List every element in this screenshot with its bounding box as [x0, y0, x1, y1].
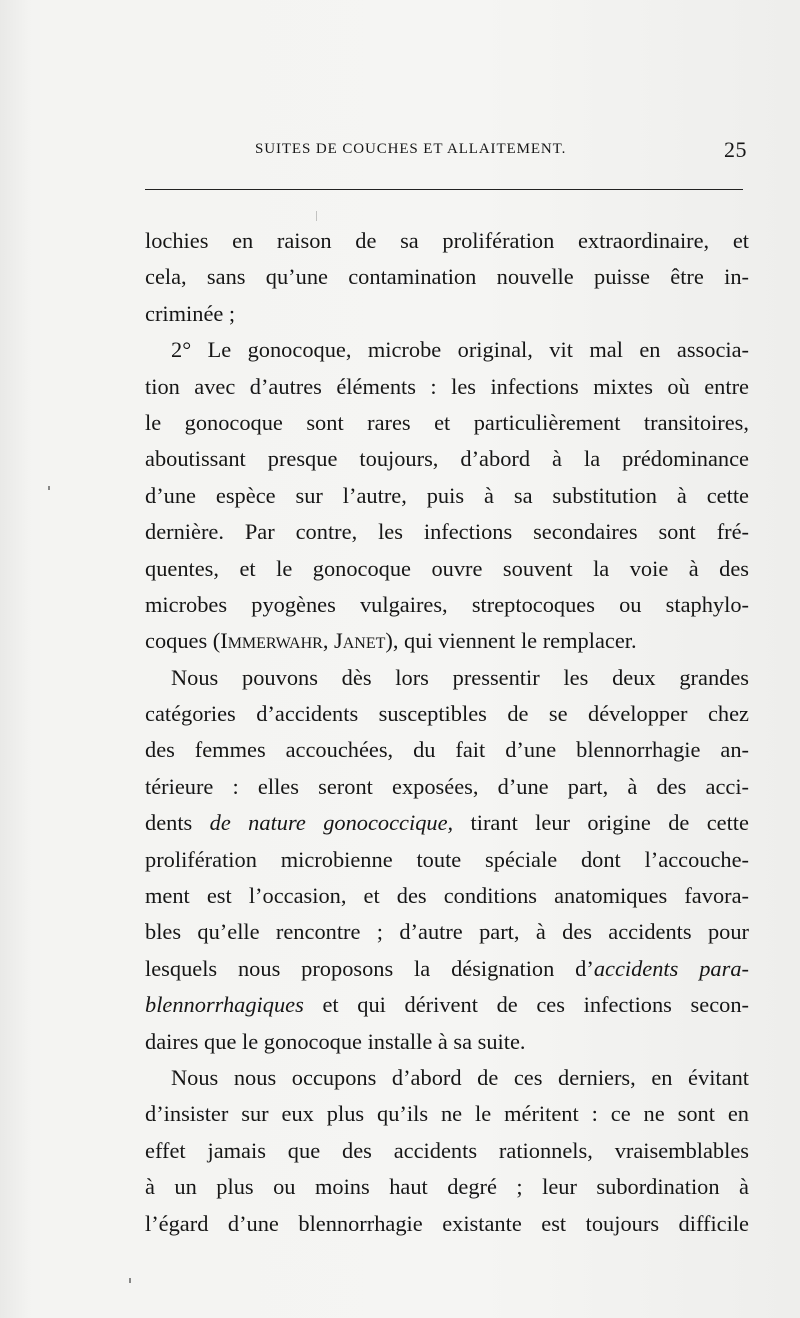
text-line: microbes pyogènes vulgaires, streptocoques ou staphylo-: [145, 591, 749, 617]
text-line: l’égard d’une blennorrhagie existante est toujours difficile: [145, 1210, 749, 1236]
text-line: catégories d’accidents susceptibles de se développer chez: [145, 701, 749, 727]
text-line: ment est l’occasion, et des conditions anatomiques favora-: [145, 883, 749, 909]
text-line: tion avec d’autres éléments : les infections mixtes où entre: [145, 373, 749, 399]
text-segment: dents: [145, 810, 210, 836]
text-line: aboutissant presque toujours, d’abord à la prédominance: [145, 446, 749, 472]
text-line: [145, 951, 749, 987]
text-segment: et qui dérivent de ces infections secon-: [303, 992, 749, 1018]
text-line: Nous pouvons dès lors pressentir les deux grandes: [171, 664, 749, 690]
text-line: criminée ;: [145, 300, 236, 326]
text-line: cela, sans qu’une contamination nouvelle puisse être in-: [145, 264, 749, 290]
margin-speck: [316, 211, 317, 221]
running-head: [145, 139, 747, 163]
text-line: [145, 987, 749, 1023]
italic-term: accidents para-: [593, 955, 749, 981]
margin-speck: [48, 486, 50, 490]
author-name-immerwahr: Immerwahr: [220, 628, 323, 654]
margin-speck: [129, 1278, 131, 1283]
text-line: d’une espèce sur l’autre, puis à sa substitution à cette: [145, 482, 749, 508]
text-line: daires que le gonocoque installe à sa suite.: [145, 1028, 526, 1054]
author-name-janet: Janet: [334, 628, 386, 654]
text-segment: lesquels nous proposons la désignation d’: [145, 955, 594, 981]
text-segment: ,: [322, 628, 335, 654]
text-line: d’insister sur eux plus qu’ils ne le méritent : ce ne sont en: [145, 1101, 749, 1127]
text-segment: tirant leur origine de cette: [453, 810, 749, 836]
page-number: 25: [724, 137, 747, 162]
text-line: térieure : elles seront exposées, d’une part, à des acci-: [145, 773, 749, 799]
italic-term: blennorrhagiques: [145, 992, 304, 1018]
text-line: des femmes accouchées, du fait d’une blennorrhagie an-: [145, 737, 749, 763]
body-text: [145, 223, 749, 1242]
text-line: effet jamais que des accidents rationnels, vraisemblables: [145, 1137, 749, 1163]
text-line: bles qu’elle rencontre ; d’autre part, à des accidents pour: [145, 919, 749, 945]
text-line: à un plus ou moins haut degré ; leur subordination à: [145, 1174, 749, 1200]
text-segment: ), qui viennent le remplacer.: [385, 628, 637, 654]
header-rule: [145, 189, 743, 190]
text-segment: coques (: [145, 628, 221, 654]
italic-term: de nature gonococcique,: [209, 810, 454, 836]
text-line: le gonocoque sont rares et particulièrement transitoires,: [145, 409, 749, 435]
text-line: dernière. Par contre, les infections secondaires sont fré-: [145, 519, 749, 545]
running-title: SUITES DE COUCHES ET ALLAITEMENT.: [255, 141, 567, 157]
text-line: quentes, et le gonocoque ouvre souvent la voie à des: [145, 555, 749, 581]
text-line: 2° Le gonocoque, microbe original, vit mal en associa-: [171, 337, 749, 363]
text-line: prolifération microbienne toute spéciale dont l’accouche-: [145, 846, 749, 872]
text-line: Nous nous occupons d’abord de ces derniers, en évitant: [171, 1064, 749, 1090]
text-line: lochies en raison de sa prolifération extraordinaire, et: [145, 228, 749, 253]
text-line: [145, 623, 749, 659]
text-line: [145, 805, 749, 841]
